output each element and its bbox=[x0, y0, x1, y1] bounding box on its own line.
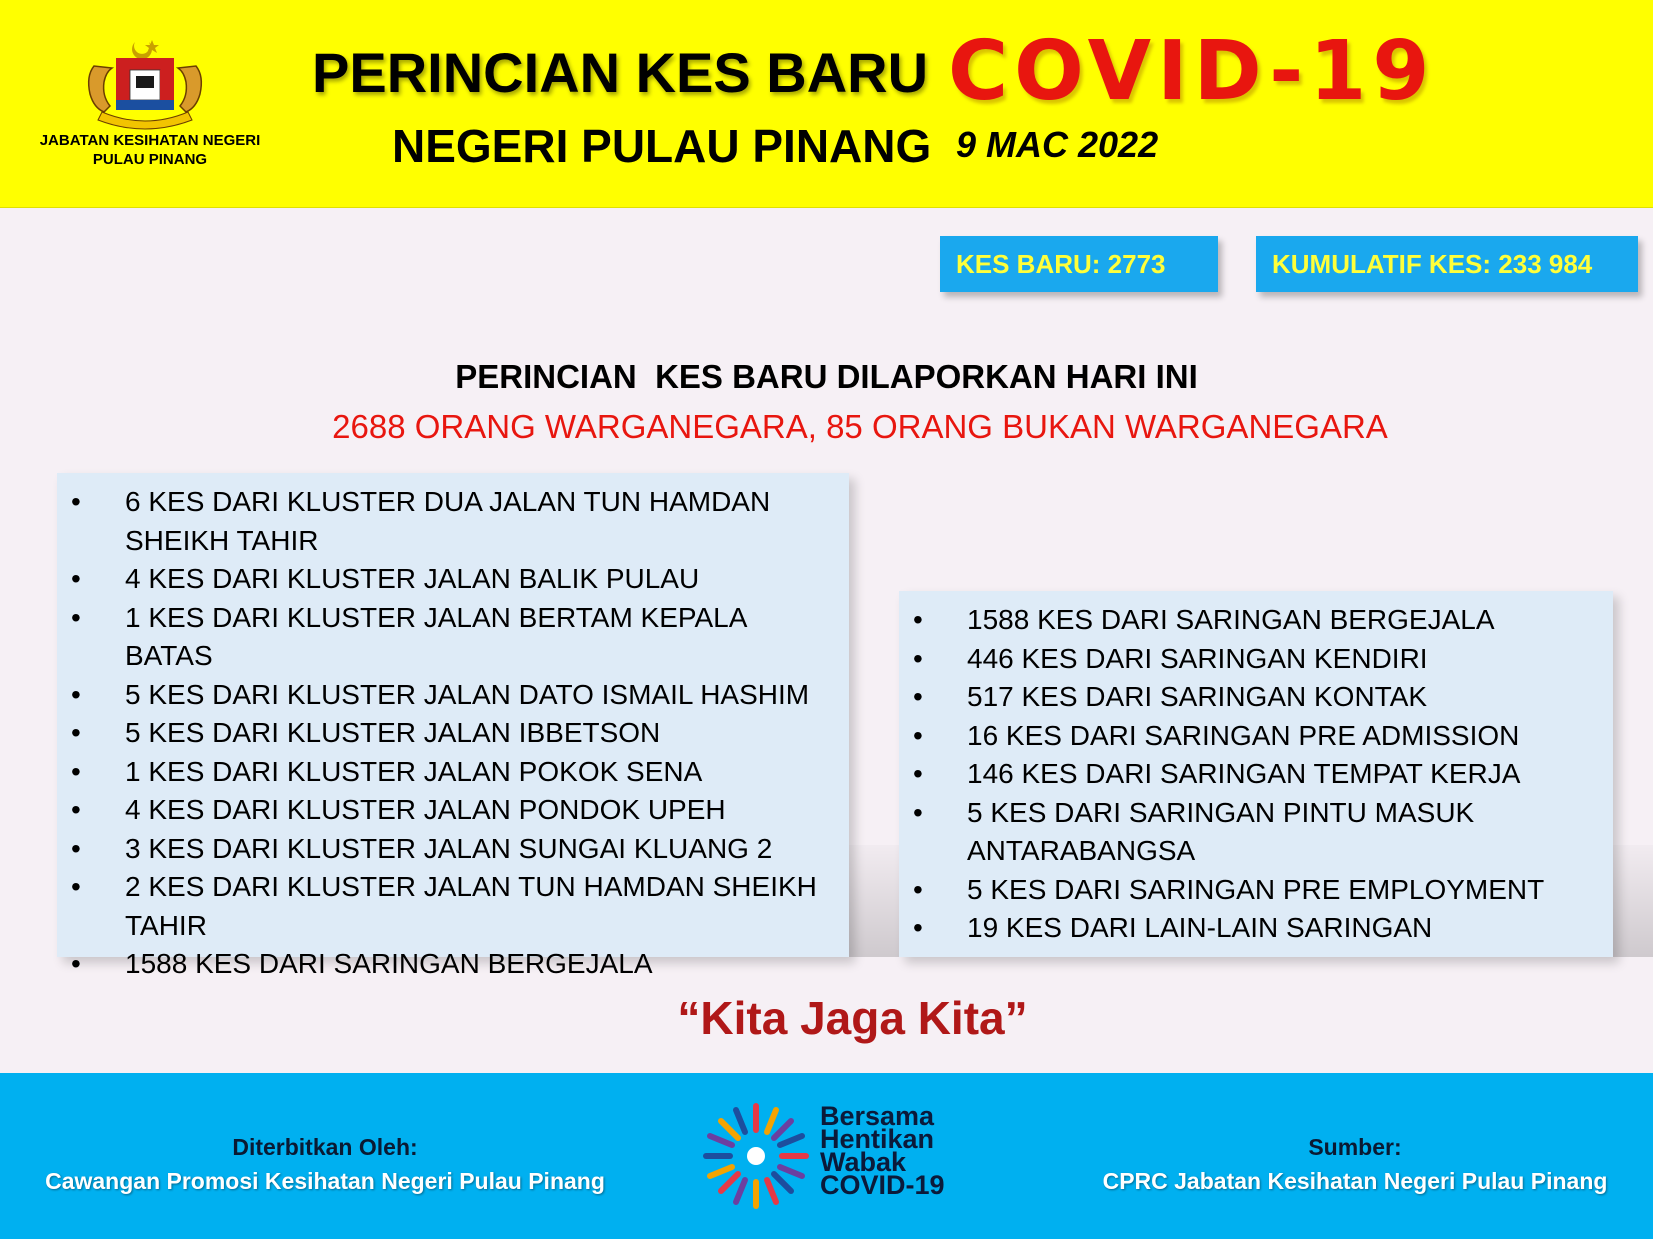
publisher-label: Diterbitkan Oleh: bbox=[232, 1134, 418, 1160]
cluster-list-panel bbox=[57, 473, 849, 979]
agency-line-1: JABATAN KESIHATAN NEGERI bbox=[39, 132, 261, 149]
list-item: • 446 KES DARI SARINGAN KENDIRI bbox=[899, 640, 1613, 679]
list-item: • 1 KES DARI KLUSTER JALAN POKOK SENA bbox=[57, 753, 849, 792]
page-title: PERINCIAN KES BARU bbox=[312, 41, 929, 104]
list-item: • 16 KES DARI SARINGAN PRE ADMISSION bbox=[899, 717, 1613, 756]
header-banner bbox=[0, 0, 1653, 208]
campaign-line-1: Bersama bbox=[820, 1101, 935, 1131]
panel-shadow bbox=[849, 845, 899, 957]
screening-list-panel bbox=[899, 591, 1613, 957]
agency-name bbox=[20, 131, 280, 169]
list-item: • 5 KES DARI SARINGAN PRE EMPLOYMENT bbox=[899, 871, 1613, 910]
state-title: NEGERI PULAU PINANG bbox=[392, 120, 932, 172]
list-item: • 146 KES DARI SARINGAN TEMPAT KERJA bbox=[899, 755, 1613, 794]
source-label: Sumber: bbox=[1308, 1134, 1402, 1160]
list-item: • 5 KES DARI KLUSTER JALAN IBBETSON bbox=[57, 714, 849, 753]
campaign-line-3: Wabak bbox=[820, 1147, 907, 1177]
publisher-name: Cawangan Promosi Kesihatan Negeri Pulau Pinang bbox=[45, 1168, 605, 1194]
campaign-line-2: Hentikan bbox=[820, 1124, 935, 1154]
covid-title: COVID-19 bbox=[948, 24, 1436, 119]
citizenship-breakdown: 2688 ORANG WARGANEGARA, 85 ORANG BUKAN WARGANEGARA bbox=[332, 408, 1388, 445]
list-item: • 4 KES DARI KLUSTER JALAN PONDOK UPEH bbox=[57, 791, 849, 830]
list-item: • 19 KES DARI LAIN-LAIN SARINGAN bbox=[899, 909, 1613, 948]
list-item: • 1588 KES DARI SARINGAN BERGEJALA bbox=[899, 601, 1613, 640]
list-item: • 5 KES DARI KLUSTER JALAN DATO ISMAIL HASHIM bbox=[57, 676, 849, 715]
cumulative-cases-badge: KUMULATIF KES: 233 984 bbox=[1256, 236, 1638, 292]
list-item: • 3 KES DARI KLUSTER JALAN SUNGAI KLUANG 2 bbox=[57, 830, 849, 869]
new-cases-badge: KES BARU: 2773 bbox=[940, 236, 1218, 292]
list-item: • 2 KES DARI KLUSTER JALAN TUN HAMDAN SHEIKH TAHIR bbox=[57, 868, 849, 945]
source-name: CPRC Jabatan Kesihatan Negeri Pulau Pinang bbox=[1102, 1168, 1608, 1194]
list-item: • 517 KES DARI SARINGAN KONTAK bbox=[899, 678, 1613, 717]
panel-shadow bbox=[1613, 845, 1653, 957]
slogan: “Kita Jaga Kita” bbox=[677, 992, 1028, 1044]
starburst-icon bbox=[696, 1096, 816, 1216]
list-item: • 4 KES DARI KLUSTER JALAN BALIK PULAU bbox=[57, 560, 849, 599]
screening-list bbox=[899, 601, 1613, 948]
cluster-list bbox=[57, 483, 849, 984]
list-item: • 1 KES DARI KLUSTER JALAN BERTAM KEPALA BATAS bbox=[57, 599, 849, 676]
coat-of-arms-icon bbox=[80, 36, 210, 130]
report-date: 9 MAC 2022 bbox=[956, 124, 1159, 165]
campaign-line-4: COVID-19 bbox=[820, 1170, 945, 1200]
agency-line-2: PULAU PINANG bbox=[92, 151, 208, 168]
list-item: • 1588 KES DARI SARINGAN BERGEJALA bbox=[57, 945, 849, 984]
list-item: • 5 KES DARI SARINGAN PINTU MASUK ANTARABANGSA bbox=[899, 794, 1613, 871]
campaign-wordmark bbox=[820, 1101, 1000, 1200]
summary-headline: PERINCIAN KES BARU DILAPORKAN HARI INI bbox=[455, 358, 1198, 395]
list-item: • 6 KES DARI KLUSTER DUA JALAN TUN HAMDAN SHEIKH TAHIR bbox=[57, 483, 849, 560]
